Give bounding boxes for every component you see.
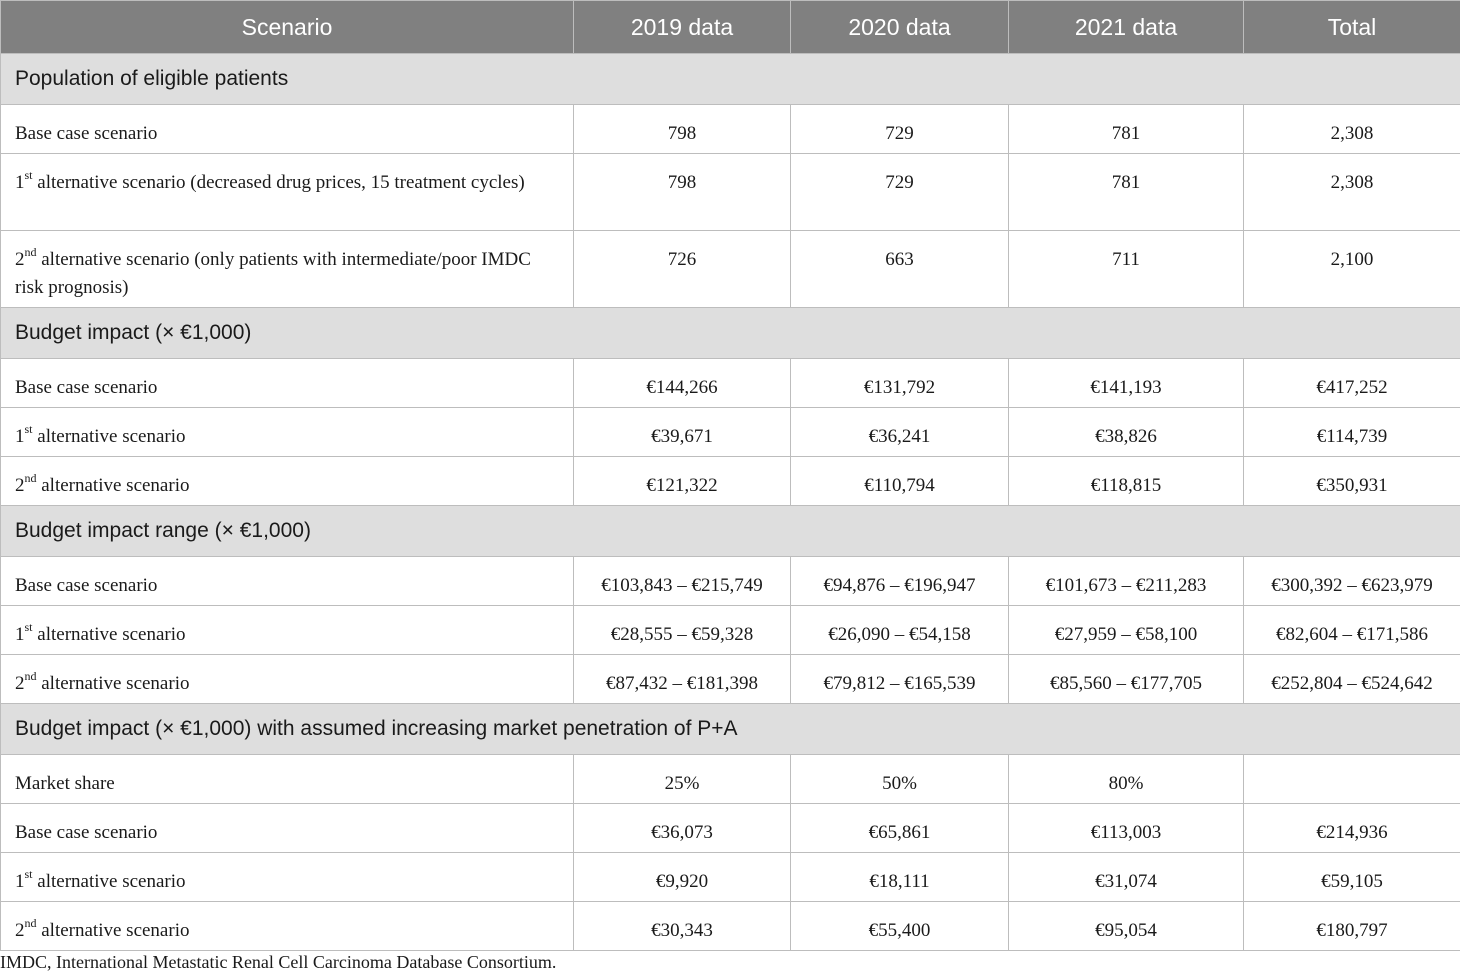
scenario-label: Base case scenario <box>15 822 157 843</box>
value-2021-cell: €85,560 – €177,705 <box>1009 655 1244 704</box>
table-row <box>1 606 1460 655</box>
scenario-cell <box>1 154 574 231</box>
value-2021-cell: €118,815 <box>1009 457 1244 506</box>
value-total-cell: 2,100 <box>1244 231 1460 308</box>
table-row <box>1 105 1460 154</box>
section-title: Population of eligible patients <box>1 54 1460 105</box>
section-header-row <box>1 54 1460 105</box>
section-title: Budget impact (× €1,000) <box>1 308 1460 359</box>
section-title: Budget impact range (× €1,000) <box>1 506 1460 557</box>
scenario-label: alternative scenario <box>37 624 185 645</box>
value-total-cell: €82,604 – €171,586 <box>1244 606 1460 655</box>
value-2020-cell: €131,792 <box>791 359 1009 408</box>
value-total-cell: €214,936 <box>1244 804 1460 853</box>
scenario-label: Base case scenario <box>15 575 157 596</box>
ordinal-number: 1 <box>15 172 25 193</box>
scenario-cell <box>1 231 574 308</box>
table-row <box>1 154 1460 231</box>
value-2020-cell: €65,861 <box>791 804 1009 853</box>
ordinal-number: 2 <box>15 249 25 270</box>
section-header-row <box>1 308 1460 359</box>
table-row <box>1 557 1460 606</box>
value-2021-cell: 80% <box>1009 755 1244 804</box>
table-row <box>1 853 1460 902</box>
table-row <box>1 231 1460 308</box>
value-2019-cell: €28,555 – €59,328 <box>574 606 791 655</box>
value-2019-cell: €87,432 – €181,398 <box>574 655 791 704</box>
ordinal-number: 2 <box>15 920 25 941</box>
header-2020: 2020 data <box>791 1 1009 54</box>
value-2020-cell: €55,400 <box>791 902 1009 951</box>
value-2019-cell: €144,266 <box>574 359 791 408</box>
ordinal-number: 2 <box>15 673 25 694</box>
value-2020-cell: 663 <box>791 231 1009 308</box>
value-2020-cell: €94,876 – €196,947 <box>791 557 1009 606</box>
value-total-cell: €350,931 <box>1244 457 1460 506</box>
scenario-label: alternative scenario <box>37 871 185 892</box>
value-2021-cell: 781 <box>1009 154 1244 231</box>
value-2020-cell: 729 <box>791 154 1009 231</box>
value-2020-cell: €36,241 <box>791 408 1009 457</box>
value-total-cell: €417,252 <box>1244 359 1460 408</box>
ordinal-suffix: nd <box>25 471 37 485</box>
value-2019-cell: €30,343 <box>574 902 791 951</box>
value-total-cell <box>1244 755 1460 804</box>
table-row <box>1 359 1460 408</box>
ordinal-number: 1 <box>15 624 25 645</box>
value-total-cell: 2,308 <box>1244 154 1460 231</box>
value-2020-cell: €18,111 <box>791 853 1009 902</box>
value-2019-cell: €121,322 <box>574 457 791 506</box>
ordinal-suffix: nd <box>25 916 37 930</box>
header-2019: 2019 data <box>574 1 791 54</box>
scenario-label: alternative scenario (only patients with intermediate/poor IMDC risk prognosis) <box>15 249 531 298</box>
value-total-cell: €180,797 <box>1244 902 1460 951</box>
header-row <box>1 1 1460 54</box>
value-2019-cell: €36,073 <box>574 804 791 853</box>
scenario-label: alternative scenario <box>41 920 189 941</box>
scenario-cell <box>1 408 574 457</box>
scenario-cell <box>1 557 574 606</box>
ordinal-suffix: st <box>25 168 33 182</box>
value-2019-cell: €39,671 <box>574 408 791 457</box>
value-2020-cell: €110,794 <box>791 457 1009 506</box>
section-title: Budget impact (× €1,000) with assumed increasing market penetration of P+A <box>1 704 1460 755</box>
scenario-cell <box>1 457 574 506</box>
value-2019-cell: €103,843 – €215,749 <box>574 557 791 606</box>
scenario-cell <box>1 655 574 704</box>
ordinal-suffix: st <box>25 620 33 634</box>
value-2019-cell: 25% <box>574 755 791 804</box>
value-2019-cell: €9,920 <box>574 853 791 902</box>
value-2019-cell: 798 <box>574 154 791 231</box>
ordinal-suffix: nd <box>25 245 37 259</box>
scenario-cell <box>1 902 574 951</box>
value-2021-cell: €38,826 <box>1009 408 1244 457</box>
scenario-label: alternative scenario <box>41 475 189 496</box>
value-2019-cell: 726 <box>574 231 791 308</box>
scenario-cell <box>1 755 574 804</box>
value-2021-cell: 711 <box>1009 231 1244 308</box>
scenario-label: alternative scenario <box>37 426 185 447</box>
value-2021-cell: €113,003 <box>1009 804 1244 853</box>
value-2021-cell: €27,959 – €58,100 <box>1009 606 1244 655</box>
ordinal-number: 2 <box>15 475 25 496</box>
value-2020-cell: 729 <box>791 105 1009 154</box>
table-row <box>1 408 1460 457</box>
value-2021-cell: €141,193 <box>1009 359 1244 408</box>
table-row <box>1 755 1460 804</box>
value-2021-cell: €101,673 – €211,283 <box>1009 557 1244 606</box>
section-header-row <box>1 704 1460 755</box>
value-2021-cell: 781 <box>1009 105 1244 154</box>
scenario-label: Base case scenario <box>15 123 157 144</box>
value-2021-cell: €31,074 <box>1009 853 1244 902</box>
scenario-label: Market share <box>15 773 115 794</box>
ordinal-suffix: st <box>25 867 33 881</box>
scenario-cell <box>1 105 574 154</box>
scenario-cell <box>1 606 574 655</box>
value-2020-cell: €79,812 – €165,539 <box>791 655 1009 704</box>
table-row <box>1 457 1460 506</box>
section-header-row <box>1 506 1460 557</box>
table-body <box>1 54 1460 951</box>
value-2019-cell: 798 <box>574 105 791 154</box>
table-footnote: IMDC, International Metastatic Renal Cell Carcinoma Database Consortium. <box>0 952 556 973</box>
value-total-cell: 2,308 <box>1244 105 1460 154</box>
table-row <box>1 655 1460 704</box>
header-total: Total <box>1244 1 1460 54</box>
scenario-cell <box>1 804 574 853</box>
value-total-cell: €59,105 <box>1244 853 1460 902</box>
value-2021-cell: €95,054 <box>1009 902 1244 951</box>
scenario-cell <box>1 359 574 408</box>
table-row <box>1 804 1460 853</box>
ordinal-suffix: nd <box>25 669 37 683</box>
ordinal-number: 1 <box>15 871 25 892</box>
value-total-cell: €300,392 – €623,979 <box>1244 557 1460 606</box>
value-total-cell: €252,804 – €524,642 <box>1244 655 1460 704</box>
value-2020-cell: €26,090 – €54,158 <box>791 606 1009 655</box>
scenario-label: alternative scenario (decreased drug prices, 15 treatment cycles) <box>37 172 524 193</box>
ordinal-number: 1 <box>15 426 25 447</box>
header-scenario: Scenario <box>1 1 574 54</box>
header-2021: 2021 data <box>1009 1 1244 54</box>
scenario-label: alternative scenario <box>41 673 189 694</box>
scenario-label: Base case scenario <box>15 377 157 398</box>
value-total-cell: €114,739 <box>1244 408 1460 457</box>
value-2020-cell: 50% <box>791 755 1009 804</box>
scenario-cell <box>1 853 574 902</box>
table-row <box>1 902 1460 951</box>
ordinal-suffix: st <box>25 422 33 436</box>
